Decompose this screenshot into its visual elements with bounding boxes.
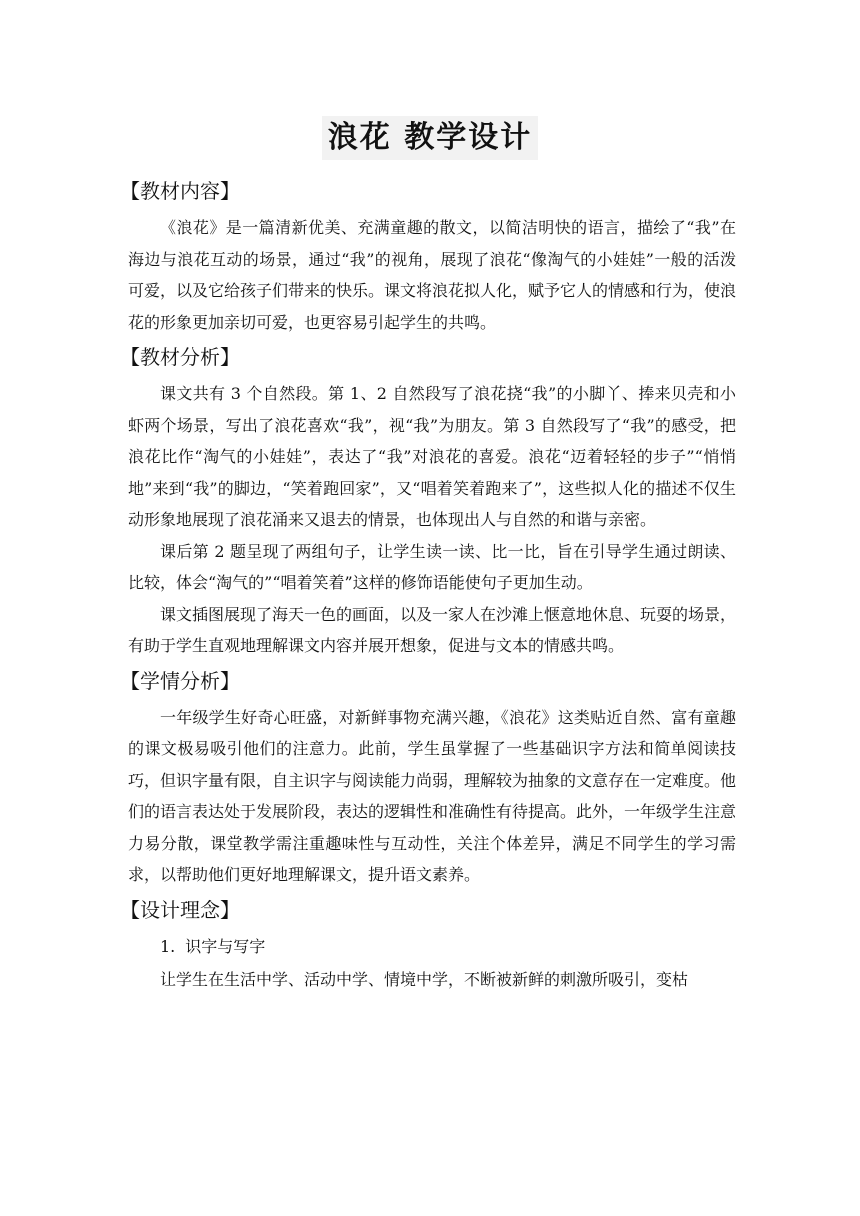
document-body — [120, 172, 737, 996]
document-title: 浪花 教学设计 — [322, 116, 538, 160]
paragraph: 让学生在生活中学、活动中学、情境中学，不断被新鲜的刺激所吸引，变枯 — [160, 970, 689, 989]
paragraph: 一年级学生好奇心旺盛，对新鲜事物充满兴趣，《浪花》这类贴近自然、富有童趣的课文极易吸引他们的注意力。此前，学生虽掌握了一些基础识字方法和简单阅读技巧，但识字量有限，自主识字与阅读能力尚弱，理解较为抽象的文意存在一定难度。他们的语言表达处于发展阶段，表达的逻辑性和准确性有待提高。此外，一年级学生注意力易分散，课堂教学需注重趣味性与互动性，关注个体差异，满足不同学生的学习需求，以帮助他们更好地理解课文，提升语文素养。 — [128, 707, 737, 884]
numbered-item — [128, 931, 736, 963]
paragraph: 课后第 2 题呈现了两组句子，让学生读一读、比一比，旨在引导学生通过朗读、比较，体会“淘气的”“唱着笑着”这样的修饰语能使句子更加生动。 — [128, 541, 736, 592]
item-label: 识字与写字 — [185, 936, 266, 956]
section-heading-content: 【教材内容】 — [120, 179, 240, 203]
item-number: 1. — [160, 936, 176, 956]
section-heading-learners: 【学情分析】 — [120, 668, 240, 693]
title-container — [0, 116, 860, 160]
section-heading-design: 【设计理念】 — [120, 897, 240, 922]
section-heading-analysis: 【教材分析】 — [120, 345, 240, 369]
paragraph: 《浪花》是一篇清新优美、充满童趣的散文，以简洁明快的语言，描绘了“我”在海边与浪花互动的场景，通过“我”的视角，展现了浪花“像淘气的小娃娃”一般的活泼可爱，以及它给孩子们带来的快乐。课文将浪花拟人化，赋予它人的情感和行为，使浪花的形象更加亲切可爱，也更容易引起学生的共鸣。 — [128, 218, 737, 332]
paragraph: 课文共有 3 个自然段。第 1、2 自然段写了浪花挠“我”的小脚丫、捧来贝壳和小虾两个场景，写出了浪花喜欢“我”，视“我”为朋友。第 3 自然段写了“我”的感受，把浪花比作“淘气的小娃娃”，表达了“我”对浪花的喜爱。浪花“迈着轻轻的步子”“悄悄地”来到“我”的脚边，“笑着跑回家”，又“唱着笑着跑来了”，这些拟人化的描述不仅生动形象地展现了浪花涌来又退去的情景，也体现出人与自然的和谐与亲密。 — [128, 384, 736, 529]
paragraph: 课文插图展现了海天一色的画面，以及一家人在沙滩上惬意地休息、玩耍的场景，有助于学生直观地理解课文内容并展开想象，促进与文本的情感共鸣。 — [128, 604, 737, 655]
